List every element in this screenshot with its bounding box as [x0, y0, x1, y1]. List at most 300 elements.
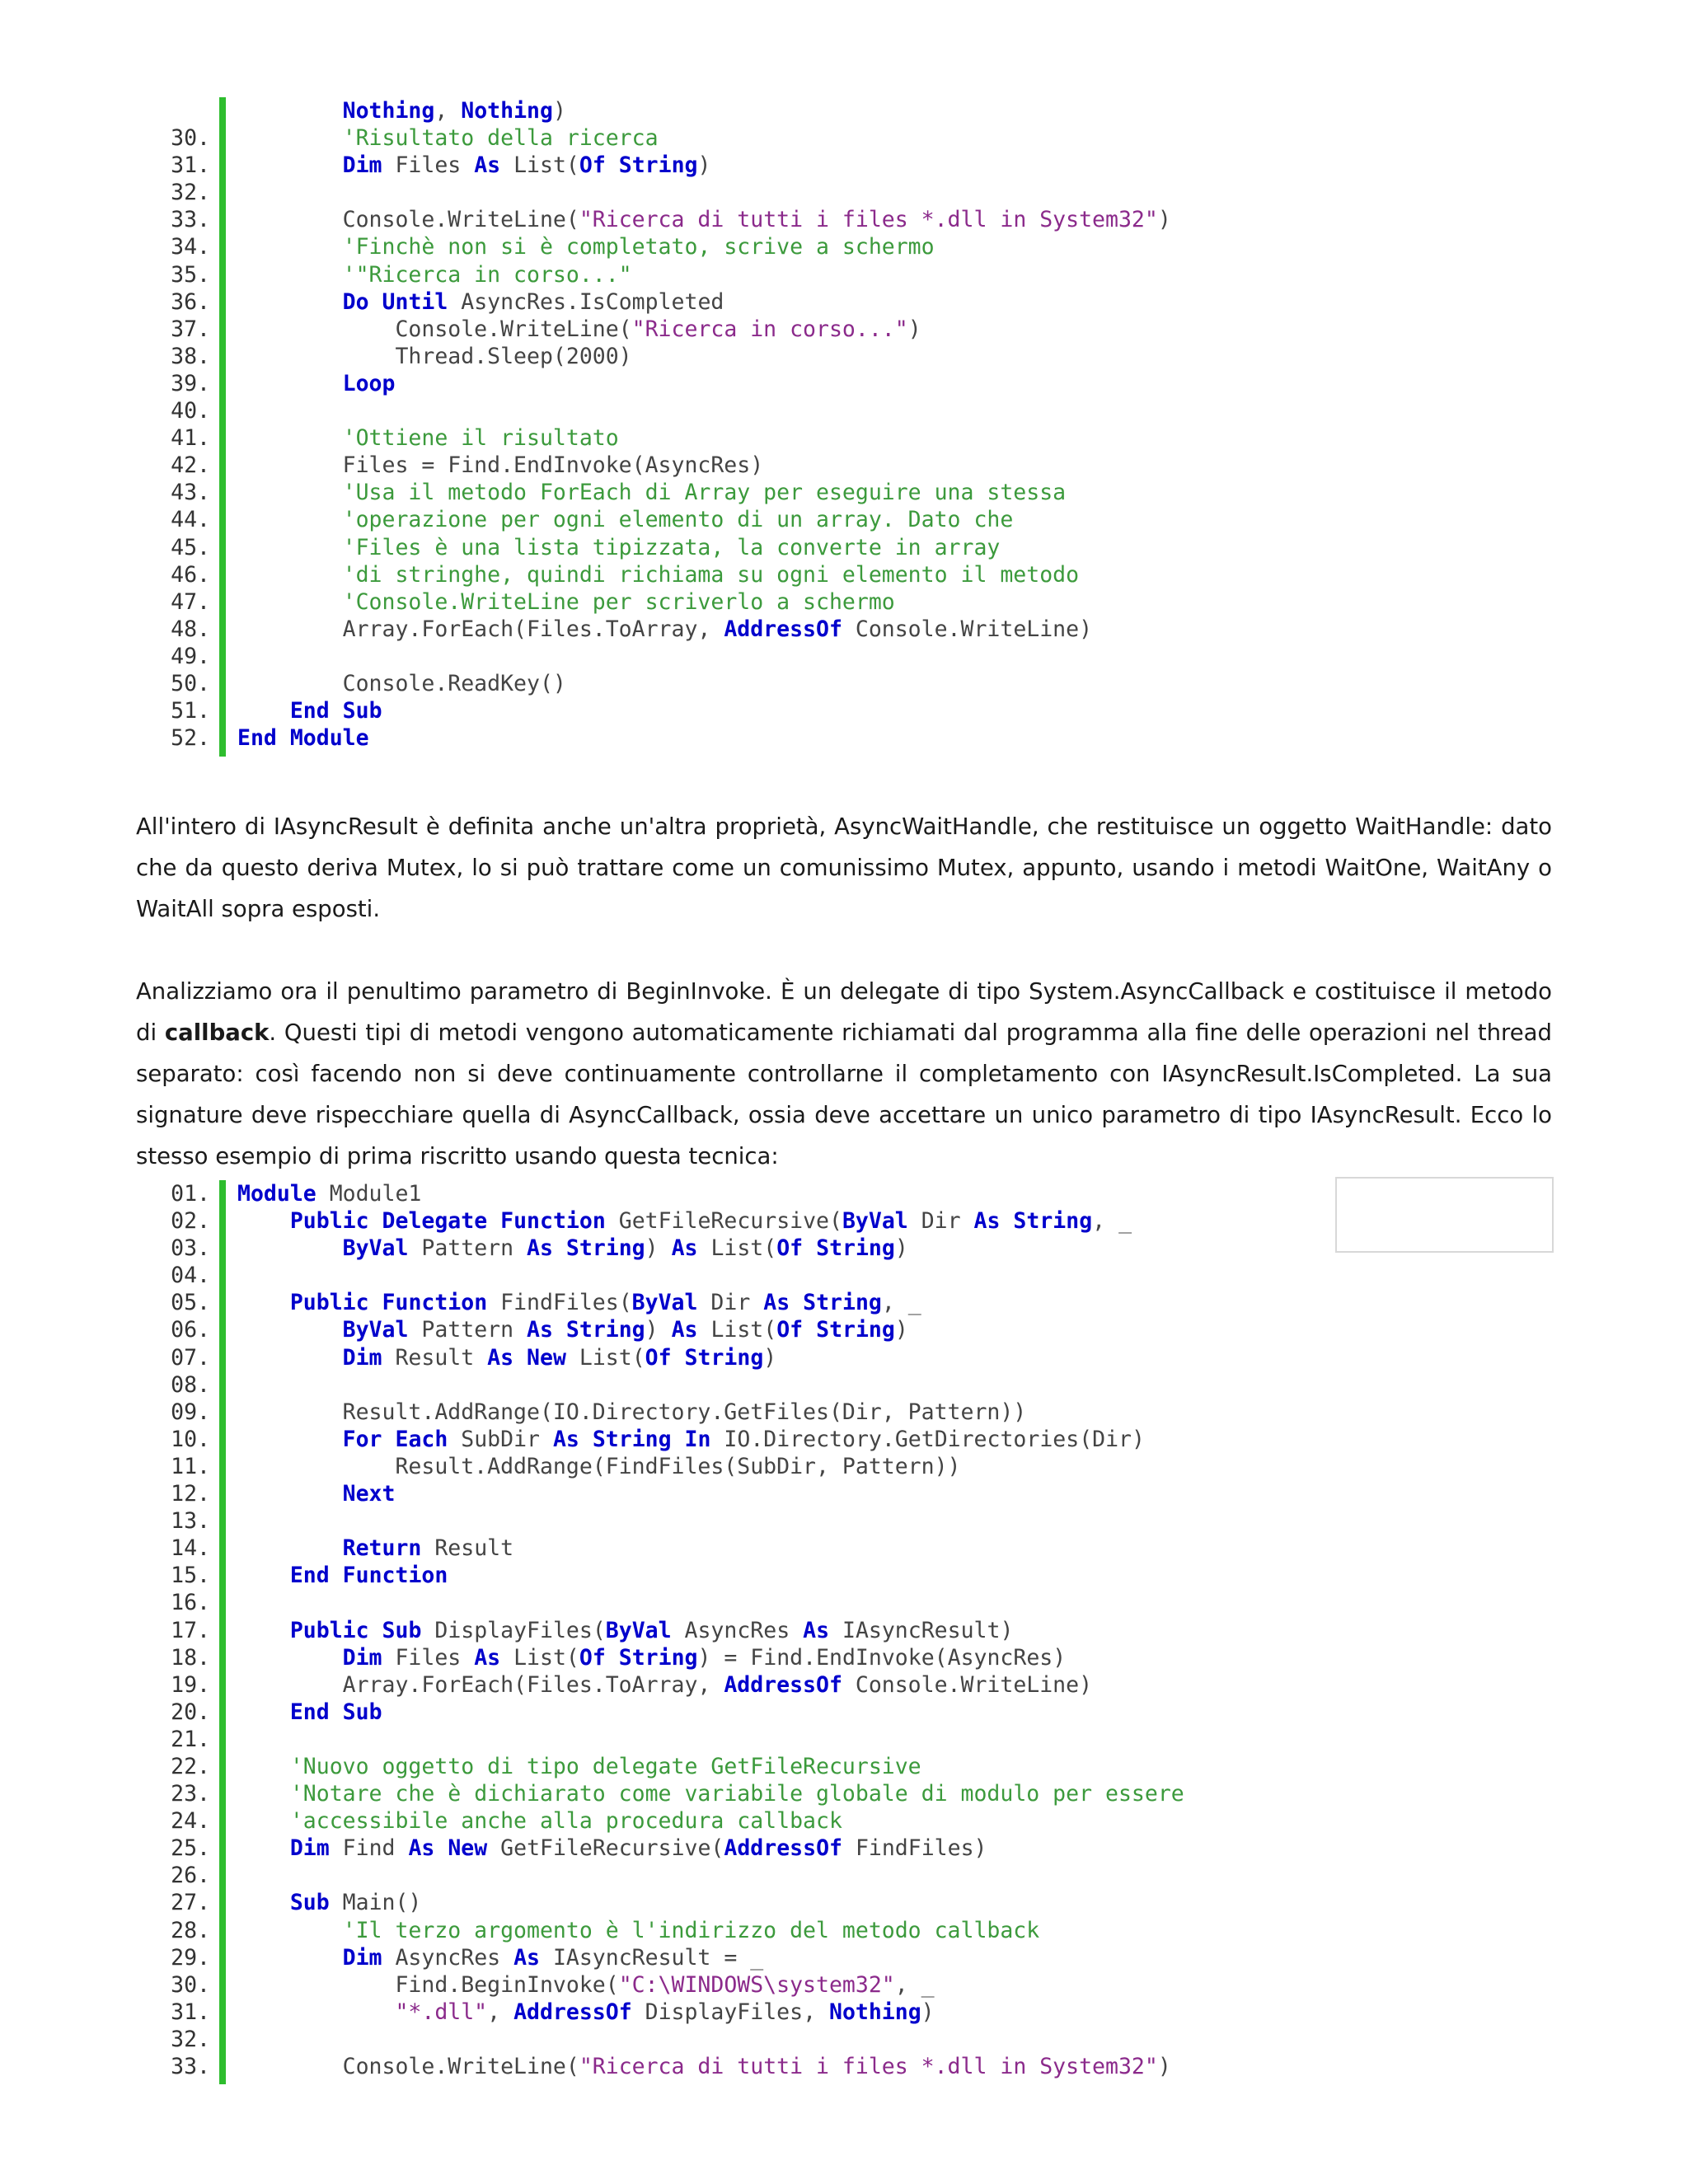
code-token-text: GetFileRecursive(	[605, 1208, 842, 1235]
code-token-keyword: New	[527, 1344, 566, 1371]
code-token-text	[369, 1208, 382, 1234]
code-token-text: ,	[487, 1999, 514, 2025]
code-text	[237, 1235, 908, 1262]
code-token-keyword: Module	[237, 1181, 316, 1207]
code-token-text	[237, 1235, 343, 1261]
code-token-keyword: ByVal	[605, 1617, 672, 1643]
code-token-text: , _	[894, 1971, 935, 1998]
code-token-text	[237, 480, 343, 505]
code-token-keyword: As	[474, 152, 501, 179]
code-token-keyword: End	[289, 1563, 330, 1589]
line-number: 47.	[171, 588, 210, 615]
code-token-keyword: Public	[289, 1290, 369, 1316]
paragraph-text: All'intero di IAsyncResult è definita anche un'altra proprietà, AsyncWaitHandle, che restituisce un oggetto WaitHandle: dato che da questo deriva Mutex, lo si può trattare come un comunissimo Mutex, appunto, usando i metodi WaitOne, WaitAny o WaitAll sopra esposti.	[136, 813, 1552, 922]
code-text	[237, 1807, 842, 1835]
code-text	[237, 534, 1000, 561]
code-token-keyword: String	[565, 1235, 645, 1262]
code-token-text: Files	[382, 152, 475, 179]
code-gutter-bar	[219, 1180, 226, 2084]
line-number: 32.	[171, 180, 210, 206]
code-token-text: )	[1157, 2054, 1171, 2079]
code-token-text	[434, 1835, 448, 1861]
code-token-text	[237, 589, 343, 615]
code-token-keyword: As	[474, 1644, 501, 1671]
bold-term: callback	[164, 1019, 270, 1046]
code-text	[237, 233, 935, 260]
line-number: 11.	[171, 1453, 210, 1479]
code-token-keyword: Sub	[289, 1890, 330, 1916]
code-token-text: Find.BeginInvoke(	[237, 1971, 619, 1998]
code-token-text	[237, 1317, 343, 1343]
code-text	[237, 343, 632, 370]
code-token-keyword: Dim	[342, 152, 382, 179]
line-number: 28.	[171, 1917, 210, 1943]
code-token-text	[672, 1345, 685, 1371]
code-token-comment: 'Console.WriteLine per scriverlo a schermo	[342, 588, 895, 615]
line-number: 45.	[171, 534, 210, 560]
code-token-text: List(	[500, 152, 579, 179]
code-token-keyword: Dim	[342, 1644, 382, 1671]
line-number: 30.	[171, 125, 210, 152]
code-token-text: AsyncRes.IsCompleted	[448, 288, 724, 315]
code-token-comment: 'operazione per ogni elemento di un array. Dato che	[342, 507, 1014, 533]
code-text	[237, 1480, 395, 1507]
code-text	[237, 1971, 935, 1999]
code-text	[237, 288, 724, 316]
code-text	[237, 152, 710, 179]
code-text	[237, 1917, 1039, 1944]
code-token-keyword: Loop	[342, 370, 396, 396]
code-token-comment: 'Finchè non si è completato, scrive a schermo	[342, 234, 935, 260]
line-number: 20.	[171, 1699, 210, 1725]
code-token-text	[237, 152, 343, 178]
code-token-keyword: Of	[645, 1344, 672, 1371]
line-number: 29.	[171, 1944, 210, 1971]
code-token-text: Console.WriteLine)	[842, 616, 1093, 642]
code-token-text	[237, 1563, 290, 1588]
code-text	[237, 697, 382, 724]
line-number: 22.	[171, 1753, 210, 1779]
code-token-text	[237, 1427, 343, 1452]
code-token-keyword: Next	[342, 1481, 396, 1507]
line-number: 40.	[171, 398, 210, 424]
code-token-text: )	[894, 1317, 908, 1343]
code-token-text	[237, 1918, 343, 1943]
code-token-text	[237, 371, 343, 396]
code-token-text: ,	[434, 98, 462, 124]
code-token-comment: 'Ottiene il risultato	[342, 425, 619, 452]
line-number: 04.	[171, 1263, 210, 1289]
code-token-comment: 'Risultato della ricerca	[342, 125, 659, 152]
line-number: 13.	[171, 1508, 210, 1535]
code-token-text	[382, 1427, 396, 1452]
code-text	[237, 1644, 1066, 1671]
line-number: 34.	[171, 234, 210, 260]
line-number: 37.	[171, 316, 210, 342]
code-token-keyword: Module	[289, 725, 369, 752]
code-token-text: Files = Find.EndInvoke(AsyncRes)	[237, 452, 764, 479]
line-number: 33.	[171, 2054, 210, 2079]
code-token-text: AsyncRes	[382, 1944, 514, 1971]
code-token-text: )	[907, 316, 921, 342]
code-token-keyword: As	[552, 1426, 579, 1452]
code-token-keyword: String	[816, 1317, 895, 1343]
code-token-text: IO.Directory.GetDirectories(Dir)	[710, 1426, 1145, 1452]
line-number: 36.	[171, 288, 210, 315]
code-token-text: Array.ForEach(Files.ToArray,	[237, 616, 724, 642]
code-token-keyword: AddressOf	[724, 1671, 842, 1698]
code-token-text	[237, 1781, 290, 1807]
code-token-comment: 'Nuovo oggetto di tipo delegate GetFileRecursive	[289, 1753, 921, 1779]
line-number: 07.	[171, 1344, 210, 1371]
code-token-text: )	[552, 98, 566, 124]
code-text	[237, 1562, 448, 1589]
code-token-text	[237, 262, 343, 288]
code-token-text: Result	[421, 1535, 514, 1562]
line-number: 17.	[171, 1617, 210, 1643]
code-text	[237, 1699, 382, 1726]
line-number: 31.	[171, 152, 210, 179]
code-text	[237, 316, 921, 343]
code-token-text	[237, 1999, 395, 2025]
code-token-keyword: Each	[395, 1426, 448, 1452]
code-token-keyword: String	[618, 1644, 698, 1671]
line-number: 30.	[171, 1971, 210, 1998]
code-token-keyword: ByVal	[342, 1317, 409, 1343]
code-text	[237, 1453, 961, 1480]
code-token-keyword: As	[803, 1617, 830, 1643]
line-number: 51.	[171, 698, 210, 724]
code-token-text: AsyncRes	[671, 1617, 804, 1643]
line-number: 39.	[171, 370, 210, 396]
code-token-keyword: ByVal	[631, 1290, 698, 1316]
line-number: 23.	[171, 1781, 210, 1807]
code-token-comment: 'Files è una lista tipizzata, la converte in array	[342, 534, 1001, 560]
code-text	[237, 1944, 763, 1971]
code-token-text: List(	[697, 1317, 777, 1343]
code-text	[237, 588, 895, 616]
code-token-keyword: String	[684, 1344, 764, 1371]
line-number: 10.	[171, 1426, 210, 1452]
code-token-keyword: String	[803, 1290, 882, 1316]
code-token-keyword: AddressOf	[724, 1835, 842, 1862]
code-token-keyword: In	[684, 1426, 711, 1452]
code-token-keyword: As	[487, 1344, 514, 1371]
paragraph-text: . Questi tipi di metodi vengono automaticamente richiamati dal programma alla fine delle operazioni nel thread separato: così facendo non si deve continuamente controllarne il completamento con IAsyncResult.IsCompleted. La sua signature deve rispecchiare quella di AsyncCallback, ossia deve accettare un unico parametro di tipo IAsyncResult. Ecco lo stesso esempio di prima riscritto usando questa tecnica:	[136, 1019, 1552, 1169]
code-token-keyword: Sub	[382, 1617, 422, 1643]
code-token-keyword: As	[513, 1944, 540, 1971]
code-token-keyword: As	[973, 1208, 1001, 1235]
code-text	[237, 2053, 1171, 2080]
code-token-keyword: Nothing	[342, 98, 435, 124]
code-token-keyword: For	[342, 1426, 382, 1452]
paragraph-text: Analizziamo ora il penultimo parametro di BeginInvoke. È un delegate di tipo System.AsyncCallback e costituisce il metodo di	[136, 977, 1552, 1046]
code-token-text	[553, 1235, 566, 1261]
code-token-comment: '"Ricerca in corso..."	[342, 261, 632, 288]
code-gutter-bar	[219, 97, 226, 757]
line-number: 33.	[171, 207, 210, 233]
code-token-text: List(	[565, 1344, 645, 1371]
code-token-keyword: Until	[382, 288, 448, 315]
code-text	[237, 424, 619, 452]
code-token-text: ) = Find.EndInvoke(AsyncRes)	[697, 1644, 1067, 1671]
code-token-text	[237, 1835, 290, 1861]
code-token-keyword: Delegate	[382, 1208, 488, 1235]
code-token-text: )	[894, 1235, 908, 1262]
code-token-keyword: Sub	[342, 698, 382, 724]
line-number: 50.	[171, 670, 210, 696]
code-token-text	[487, 1208, 500, 1234]
code-text	[237, 1617, 1013, 1644]
code-token-text: )	[645, 1317, 672, 1343]
paragraph-asyncwaithandle	[136, 806, 1552, 930]
code-token-text	[606, 1645, 619, 1671]
code-token-keyword: AddressOf	[724, 616, 842, 642]
code-token-text: Result.AddRange(FindFiles(SubDir, Pattern))	[237, 1453, 961, 1479]
code-token-keyword: Dim	[342, 1344, 382, 1371]
code-token-text	[237, 125, 343, 151]
code-token-keyword: Function	[382, 1290, 488, 1316]
code-token-keyword: Of	[579, 152, 606, 179]
code-token-keyword: String	[618, 152, 698, 179]
code-token-text: )	[697, 152, 711, 179]
code-token-keyword: Of	[776, 1317, 804, 1343]
code-token-text	[672, 1427, 685, 1452]
code-text	[237, 1426, 1145, 1453]
code-token-text	[237, 1890, 290, 1915]
code-token-text: FindFiles(	[487, 1290, 632, 1316]
code-token-text	[237, 562, 343, 588]
code-token-keyword: As	[408, 1835, 435, 1862]
code-token-keyword: ByVal	[342, 1235, 409, 1262]
code-token-text: Console.ReadKey()	[237, 670, 566, 696]
code-token-keyword: End	[289, 698, 330, 724]
line-number: 42.	[171, 452, 210, 479]
code-text	[237, 261, 632, 288]
code-token-string: "C:\WINDOWS\system32"	[618, 1971, 895, 1998]
line-number: 26.	[171, 1863, 210, 1889]
code-token-text	[330, 1563, 343, 1588]
code-token-text	[237, 1699, 290, 1725]
code-token-keyword: String	[592, 1426, 672, 1452]
code-token-keyword: String	[1013, 1208, 1093, 1235]
code-token-text	[237, 507, 343, 532]
code-text	[237, 616, 1092, 643]
code-token-text: Dir	[697, 1290, 764, 1316]
empty-frame	[1335, 1177, 1554, 1253]
line-number: 14.	[171, 1535, 210, 1562]
code-token-keyword: New	[448, 1835, 488, 1862]
code-token-comment: 'Usa il metodo ForEach di Array per eseguire una stessa	[342, 480, 1067, 506]
code-token-string: "Ricerca di tutti i files *.dll in System32"	[579, 207, 1158, 233]
code-token-text: Dir	[907, 1208, 974, 1235]
code-token-text: Console.WriteLine(	[237, 316, 632, 342]
code-token-text	[237, 1645, 343, 1671]
code-text	[237, 1207, 1132, 1235]
code-token-keyword: As	[527, 1235, 553, 1262]
code-token-text: List(	[500, 1644, 579, 1671]
code-token-text: FindFiles)	[842, 1835, 987, 1862]
code-text	[237, 670, 566, 697]
line-number: 08.	[171, 1371, 210, 1398]
code-token-string: "*.dll"	[395, 1999, 488, 2025]
code-text	[237, 370, 395, 397]
code-token-text: IAsyncResult)	[829, 1617, 1014, 1643]
code-token-text: Pattern	[408, 1317, 528, 1343]
line-number: 52.	[171, 725, 210, 752]
code-token-keyword: Nothing	[461, 98, 553, 124]
code-token-text	[579, 1427, 593, 1452]
line-number: 48.	[171, 616, 210, 642]
code-text	[237, 506, 1013, 533]
code-token-text	[803, 1317, 816, 1343]
code-text	[237, 1780, 1184, 1807]
code-token-keyword: Of	[579, 1644, 606, 1671]
code-text	[237, 479, 1066, 506]
paragraph-asynccallback	[136, 971, 1552, 1177]
line-number: 09.	[171, 1399, 210, 1425]
code-text	[237, 452, 763, 479]
line-number: 16.	[171, 1590, 210, 1616]
code-text	[237, 97, 566, 124]
code-text	[237, 1999, 935, 2026]
code-token-text: GetFileRecursive(	[487, 1835, 724, 1862]
code-token-keyword: Of	[776, 1235, 804, 1262]
code-token-text: Console.WriteLine(	[237, 2054, 579, 2079]
code-token-keyword: End	[237, 725, 277, 752]
code-token-text	[237, 1535, 343, 1561]
code-token-text	[606, 152, 619, 178]
line-number: 05.	[171, 1290, 210, 1316]
code-text	[237, 1289, 921, 1316]
code-token-text	[237, 98, 343, 124]
line-number: 32.	[171, 2026, 210, 2052]
code-token-text	[330, 698, 343, 724]
code-text	[237, 124, 659, 152]
code-token-text	[803, 1235, 816, 1261]
code-text	[237, 1835, 987, 1862]
code-text	[237, 724, 369, 752]
code-token-string: "Ricerca in corso..."	[631, 316, 908, 342]
code-token-text	[369, 1290, 382, 1315]
code-token-keyword: Public	[289, 1208, 369, 1235]
code-token-text: Array.ForEach(Files.ToArray,	[237, 1671, 724, 1698]
code-token-text	[369, 1618, 382, 1643]
code-token-keyword: Nothing	[828, 1999, 921, 2025]
code-token-comment: 'accessibile anche alla procedura callback	[289, 1808, 842, 1835]
code-token-text: Pattern	[408, 1235, 528, 1262]
code-token-keyword: As	[671, 1317, 698, 1343]
code-token-text	[237, 289, 343, 315]
code-token-keyword: Dim	[342, 1944, 382, 1971]
line-number: 02.	[171, 1208, 210, 1235]
code-token-text	[553, 1317, 566, 1343]
code-token-text	[237, 1481, 343, 1507]
code-token-keyword: Dim	[289, 1835, 330, 1862]
line-number: 06.	[171, 1317, 210, 1343]
code-text	[237, 206, 1171, 233]
code-token-text: )	[645, 1235, 672, 1262]
line-number: 01.	[171, 1181, 210, 1207]
line-number: 25.	[171, 1835, 210, 1862]
code-token-text: , _	[1092, 1208, 1132, 1235]
line-number: 35.	[171, 261, 210, 288]
code-token-keyword: ByVal	[842, 1208, 908, 1235]
code-token-text	[237, 698, 290, 724]
code-token-text: Console.WriteLine(	[237, 207, 579, 233]
code-token-keyword: As	[763, 1290, 790, 1316]
code-token-keyword: Public	[289, 1617, 369, 1643]
code-token-text	[237, 234, 343, 260]
line-number: 18.	[171, 1644, 210, 1671]
code-token-keyword: Do	[342, 288, 369, 315]
code-text	[237, 1344, 776, 1371]
line-number: 44.	[171, 507, 210, 533]
line-number: 27.	[171, 1890, 210, 1916]
code-token-text: )	[1157, 207, 1171, 233]
code-token-keyword: Return	[342, 1535, 422, 1562]
code-token-text	[237, 1208, 290, 1234]
code-token-text	[237, 1754, 290, 1779]
code-token-text: SubDir	[448, 1426, 553, 1452]
code-token-text: )	[921, 1999, 935, 2025]
code-token-comment: 'Notare che è dichiarato come variabile globale di modulo per essere	[289, 1781, 1184, 1807]
code-token-text	[513, 1345, 527, 1371]
code-token-text: DisplayFiles,	[631, 1999, 829, 2025]
line-number: 24.	[171, 1808, 210, 1835]
line-number: 31.	[171, 1999, 210, 2025]
code-text	[237, 1889, 421, 1916]
code-token-text	[237, 1808, 290, 1834]
line-number: 46.	[171, 561, 210, 588]
code-token-keyword: Sub	[342, 1699, 382, 1725]
line-number: 38.	[171, 343, 210, 369]
code-token-text: IAsyncResult = _	[539, 1944, 764, 1971]
code-token-comment: 'Il terzo argomento è l'indirizzo del metodo callback	[342, 1917, 1040, 1943]
code-token-text: Module1	[316, 1181, 422, 1207]
code-token-text	[1000, 1208, 1013, 1234]
code-token-text: List(	[697, 1235, 777, 1262]
code-token-text: DisplayFiles(	[421, 1617, 606, 1643]
code-token-text	[237, 1345, 343, 1371]
code-token-text	[277, 725, 290, 751]
code-text	[237, 561, 1079, 588]
line-number: 21.	[171, 1726, 210, 1752]
code-token-keyword: String	[565, 1317, 645, 1343]
line-number: 41.	[171, 425, 210, 452]
code-token-text: Result	[382, 1344, 488, 1371]
code-token-text	[237, 1945, 343, 1971]
code-token-keyword: AddressOf	[513, 1999, 632, 2025]
code-token-text	[237, 425, 343, 451]
code-text	[237, 1535, 513, 1562]
code-token-text	[237, 535, 343, 560]
code-text	[237, 1316, 908, 1343]
code-token-text: Console.WriteLine)	[842, 1671, 1093, 1698]
code-token-keyword: As	[671, 1235, 698, 1262]
line-number: 12.	[171, 1481, 210, 1507]
code-token-text	[790, 1290, 803, 1315]
code-token-keyword: Function	[500, 1208, 606, 1235]
code-text	[237, 1671, 1092, 1699]
code-text	[237, 1399, 1026, 1426]
code-token-text: , _	[881, 1290, 921, 1316]
code-token-text	[369, 289, 382, 315]
code-token-text: Main()	[329, 1890, 422, 1916]
line-number: 15.	[171, 1563, 210, 1589]
code-token-keyword: End	[289, 1699, 330, 1725]
code-token-keyword: As	[527, 1317, 553, 1343]
